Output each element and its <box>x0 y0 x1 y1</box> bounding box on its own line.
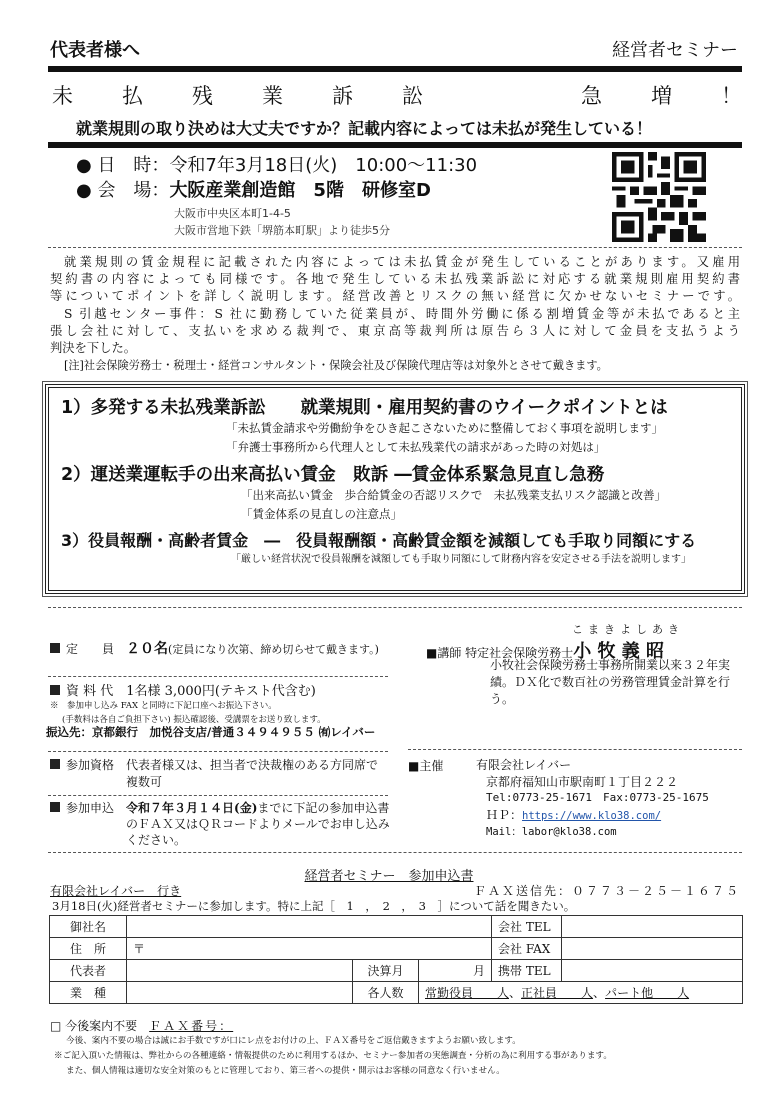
intro-line: 就業規則の賃金規程に記載された内容によっては未払賃金が発生していることがあります。又雇用 <box>64 255 740 269</box>
fax-number-field[interactable]: ＦＡＸ番号： <box>149 1019 234 1033</box>
divider <box>48 607 742 608</box>
optout-row <box>50 1017 344 1034</box>
subtitle: 就業規則の取り決めは大丈夫ですか？記載内容によっては未払が発生している！ <box>76 119 653 138</box>
headline-char: 急 <box>581 84 602 108</box>
topic-note: 「出来高払い賃金 歩合給賃金の否認リスクで 未払残業支払リスク認識と改善」 <box>241 488 667 502</box>
fee-note: ※ 参加申し込み FAX と同時に下記口座へお振込下さい。 <box>50 701 277 711</box>
intro-line: 契約書の内容によっても同様です。各地で発生している未払残業訴訟に対応する就業規則雇用契約書 <box>50 272 740 287</box>
application-row: 参加申込 令和７年３月１４日(金)までに下記の参加申込書のＦＡＸ又はＱＲコードよりメールでお申し込みください。 <box>50 800 390 848</box>
intro-line: 判決を下した。 <box>50 341 137 356</box>
topic-note: 「厳しい経営状況で役員報酬を減額しても手取り同額にして財務内容を安定させる手法を説明します」 <box>231 554 691 565</box>
headline-char: ！ <box>721 84 742 108</box>
headcount-field[interactable]: 常勤役員 人、正社員 人、パート他 人 <box>419 982 743 1004</box>
headline-char: 訴 <box>332 84 353 108</box>
headline-char: 残 <box>192 84 213 108</box>
company-fax-field[interactable] <box>562 938 743 960</box>
intro-line: 等についてポイントを詳しく説明します。経営改善とリスクの無い経営に欠かせないセミナーです。 <box>50 289 740 304</box>
footer-note: ※ご記入頂いた情報は、弊社からの各種連絡・情報提供のために利用するほか、セミナー参加者の実態調査・分析の為に利用する事があります。 <box>54 1051 612 1061</box>
topic-title: 1）多発する未払残業訴訟 就業規則・雇用契約書のウイークポイントとは <box>61 398 668 418</box>
divider <box>48 676 388 677</box>
capacity-row: 定 員 ２０名(定員になり次第、締め切らせて戴きます。) <box>50 641 385 658</box>
organizer-info: 有限会社レイバー 京都府福知山市駅南町１丁目２２２ Tel:0773-25-1671 Fax:0773-25-1675 ＨＰ：https://www.klo38.com/ Mail：labor@klo38.com <box>476 758 709 838</box>
fee-note: (手数料は各自ご負担下さい) 振込確認後、受講票をお送り致します。 <box>62 715 326 725</box>
headline-char: 業 <box>262 84 283 108</box>
form-statement: 3月18日(火)経営者セミナーに参加します。特に上記［ 1 ， 2 ， 3 ］について話を聞きたい。 <box>52 899 576 913</box>
fax-destination: ＦＡＸ送信先：０７７３－２５－１６７５ <box>473 884 740 898</box>
eligibility-row: 参加資格 代表者様又は、担当者で決裁権のある方同席で複数可 <box>50 757 390 791</box>
headline-char: 増 <box>651 84 672 108</box>
recipient-heading: 代表者様へ <box>50 40 140 61</box>
topics-box <box>45 384 745 594</box>
industry-field[interactable] <box>127 982 353 1004</box>
intro-note: [注]社会保険労務士・税理士・経営コンサルタント・保険会社及び保険代理店等は対象外とさせて戴きます。 <box>64 359 608 373</box>
headline-char: 未 <box>52 84 73 108</box>
company-tel-field[interactable] <box>562 916 743 938</box>
topic-note: 「未払賃金請求や労働紛争をひき起こさないために整備しておく事項を説明します」 <box>226 421 663 435</box>
website-link[interactable]: https://www.klo38.com/ <box>522 809 662 822</box>
mobile-tel-field[interactable] <box>562 960 743 982</box>
footer-note: 今後、案内不要の場合は誠にお手数ですが口にレ点をお付けの上、ＦＡＸ番号をご返信戴きますようお願い致します。 <box>66 1036 521 1046</box>
event-date: ● 日 時：令和7年3月18日(火) 10:00～11:30 <box>76 155 478 176</box>
topic-title: 2）運送業運転手の出来高払い賃金 敗訴 ―賃金体系緊急見直し急務 <box>61 465 605 485</box>
venue-address: 大阪市中央区本町1-4-5 <box>174 207 291 220</box>
divider <box>48 751 388 752</box>
bank-account: 振込先：京都銀行 加悦谷支店/普通３４９４９５５ ㈲レイバー <box>46 725 376 739</box>
fiscal-month-field[interactable]: 月 <box>419 960 492 982</box>
lecturer: ■講師 特定社会保険労務士小 牧 義 昭 <box>426 641 664 662</box>
address-field[interactable]: 〒 <box>127 938 492 960</box>
divider <box>48 247 742 248</box>
application-form: 御社名 会社 TEL 住 所 〒 会社 FAX 代表者 決算月 月 携帯 TEL 業 種 各人数 常勤役員 人、正社員 人、パート他 人 <box>49 915 743 1004</box>
lecturer-ruby: こまきよしあき <box>572 623 684 636</box>
divider <box>48 142 742 148</box>
divider <box>48 795 388 796</box>
divider <box>408 749 742 750</box>
lecturer-bio: 小牧社会保険労務士事務所開業以来３２年実績。ＤＸ化で数百社の労務管理賃金計算を行う。 <box>490 658 731 706</box>
form-title: 経営者セミナー 参加申込書 <box>304 869 474 884</box>
venue-access: 大阪市営地下鉄「堺筋本町駅」より徒歩5分 <box>174 224 390 237</box>
seminar-label: 経営者セミナー <box>612 40 738 61</box>
headline <box>52 80 742 110</box>
form-recipient: 有限会社レイバー 行き <box>50 884 182 898</box>
divider <box>48 852 742 853</box>
headline-char: 訟 <box>402 84 423 108</box>
topic-note: 「賃金体系の見直しの注意点」 <box>241 507 402 521</box>
intro-line: S 引越センター事件：S 社に勤務していた従業員が、時間外労働に係る割増賃金等が未払であると主 <box>64 306 740 321</box>
event-venue: ● 会 場：大阪産業創造館 5階 研修室D <box>76 180 431 201</box>
intro-line: 張し会社に対して、支払いを求める裁判で、東京高等裁判所は原告ら３人に対して金員を支払うよう <box>50 323 740 338</box>
fee-row: 資 料 代 1名様 3,000円(テキスト代含む) <box>50 680 316 699</box>
qr-code[interactable] <box>612 152 706 242</box>
optout-checkbox[interactable]: □ 今後案内不要 <box>50 1019 138 1033</box>
intro-text <box>50 254 740 374</box>
company-name-field[interactable] <box>127 916 492 938</box>
organizer-label: ■主催 <box>408 759 444 773</box>
topic-note: 「弁護士事務所から代理人として未払残業代の請求があった時の対処は」 <box>226 440 606 454</box>
divider <box>48 66 742 72</box>
topic-title: 3）役員報酬・高齢者賃金 ― 役員報酬額・高齢賃金額を減額しても手取り同額にする <box>61 531 697 550</box>
headline-char: 払 <box>122 84 143 108</box>
footer-note: また、個人情報は適切な安全対策のもとに管理しており、第三者への提供・開示はお客様の同意なく行いません。 <box>66 1066 505 1076</box>
representative-field[interactable] <box>127 960 353 982</box>
